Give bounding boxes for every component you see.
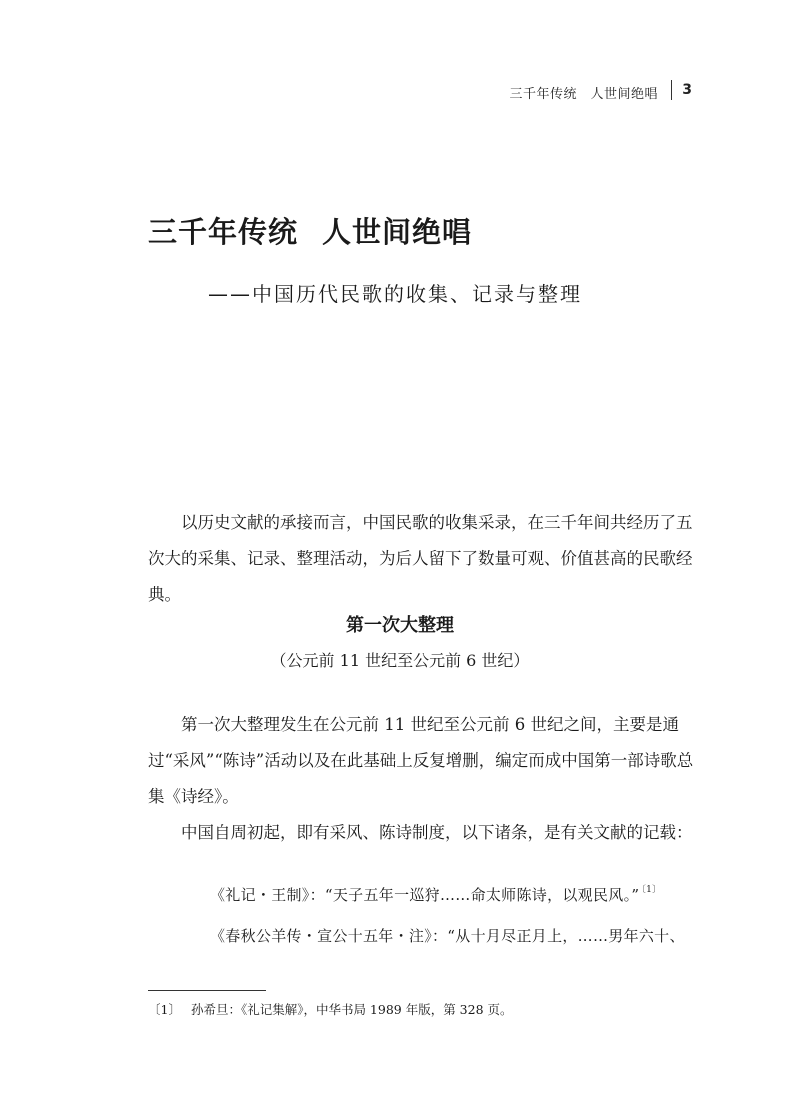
footnote bbox=[148, 1000, 513, 1018]
section-date-range: （公元前 11 世纪至公元前 6 世纪） bbox=[270, 651, 530, 670]
quote-gongyang bbox=[210, 925, 710, 946]
footnote-divider bbox=[148, 990, 266, 991]
chapter-subtitle: ——中国历代民歌的收集、记录与整理 bbox=[208, 282, 582, 306]
quote-text: 《礼记・王制》：“天子五年一巡狩……命太师陈诗，以观民风。” bbox=[210, 886, 640, 904]
quote-text: 《春秋公羊传・宣公十五年・注》：“从十月尽正月上，……男年六十、 bbox=[210, 927, 685, 945]
section-heading: 第一次大整理 bbox=[346, 615, 454, 636]
running-head-title: 三千年传统 人世间绝唱 bbox=[509, 87, 658, 102]
section-paragraph-1: 第一次大整理发生在公元前 11 世纪至公元前 6 世纪之间，主要是通过“采风”“陈诗”活动以及在此基础上反复增删，编定而成中国第一部诗歌总集《诗经》。 bbox=[148, 715, 694, 806]
footnote-text: 孙希旦：《礼记集解》，中华书局 1989 年版，第 328 页。 bbox=[190, 1002, 513, 1017]
footnote-marker: 〔1〕 bbox=[148, 1002, 181, 1017]
footnote-reference[interactable]: 〔1〕 bbox=[641, 885, 662, 895]
running-head-divider bbox=[671, 80, 673, 100]
page-number: 3 bbox=[682, 82, 692, 98]
intro-paragraph: 以历史文献的承接而言，中国民歌的收集采录，在三千年间共经历了五次大的采集、记录、整理活动，为后人留下了数量可观、价值甚高的民歌经典。 bbox=[148, 513, 693, 604]
chapter-title bbox=[148, 210, 472, 251]
quote-liji bbox=[210, 882, 710, 905]
chapter-title-part1: 三千年传统 bbox=[148, 215, 299, 249]
chapter-title-part2: 人世间绝唱 bbox=[322, 215, 473, 249]
section-paragraph-2: 中国自周初起，即有采风、陈诗制度，以下诸条，是有关文献的记载： bbox=[181, 823, 693, 842]
running-head bbox=[500, 80, 700, 102]
